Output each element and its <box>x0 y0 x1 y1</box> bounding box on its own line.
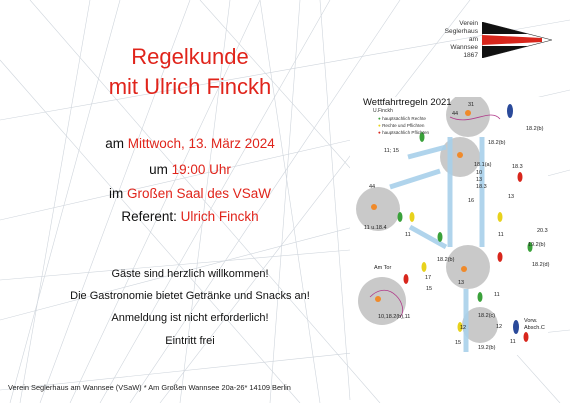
footer-address: Verein Seglerhaus am Wannsee (VSaW) * Am Großen Wannsee 20a-26* 14109 Berlin <box>8 383 291 392</box>
diagram-label: 19.2(b) <box>528 242 546 248</box>
date-value: Mittwoch, 13. März 2024 <box>127 136 275 151</box>
diagram-label: 31 <box>468 102 475 108</box>
diagram-label: 12 <box>460 325 467 331</box>
diagram-label: 44 <box>369 184 376 190</box>
diagram-label: 11 <box>510 339 516 345</box>
note-gastro: Die Gastronomie bietet Getränke und Snacks an! <box>70 290 310 302</box>
diagram-title: Wettfahrtregeln 2021 <box>363 97 452 108</box>
place-value: Großen Saal des VSaW <box>126 186 272 201</box>
event-date: am Mittwoch, 13. März 2024 <box>105 136 275 151</box>
event-speaker: Referent: Ulrich Finckh <box>121 209 259 224</box>
title-line1: Regelkunde <box>131 44 249 69</box>
event-place: im Großen Saal des VSaW <box>108 186 272 201</box>
diagram-label: 11 <box>498 232 504 238</box>
diagram-label: 17 <box>425 275 432 281</box>
diagram-label: 18.1(a) <box>474 162 492 168</box>
poster-title <box>60 42 320 102</box>
diagram-label: 12 <box>496 324 503 330</box>
diagram-label: 13 <box>458 280 465 286</box>
diagram-label: 44 <box>452 111 459 117</box>
diagram-label: 18.2(b) <box>526 126 544 132</box>
legend-item: ● Rechte und Pflichten <box>378 123 425 128</box>
diagram-label: 11 <box>405 232 411 238</box>
event-time: um 19:00 Uhr <box>149 162 231 177</box>
diagram-label: 18.2(c) <box>478 313 496 319</box>
diagram-label: 18.2(b) <box>488 140 506 146</box>
diagram-label: 15 <box>455 340 462 346</box>
diagram-label: 11 u.18.4 <box>364 225 387 231</box>
speaker-value: Ulrich Finckh <box>180 209 259 224</box>
club-name: Verein Seglerhaus am Wannsee 1867 <box>444 20 478 59</box>
diagram-label: 13 <box>476 177 483 183</box>
diagram-label: 18.2(b) <box>437 257 455 263</box>
diagram-label: 10 <box>476 170 483 176</box>
club-burgee-icon <box>482 22 552 58</box>
diagram-label: Am Tor <box>374 265 392 271</box>
time-value: 19:00 Uhr <box>171 162 231 177</box>
diagram-label: 18.2(d) <box>532 262 550 268</box>
legend-item: ● hauptsächlich Rechte <box>378 116 426 121</box>
note-registration: Anmeldung ist nicht erforderlich! <box>111 312 269 324</box>
diagram-label: 20.3 <box>537 228 548 234</box>
diagram-author: U.Finckh <box>373 108 393 114</box>
diagram-label: 11 <box>494 292 500 298</box>
note-guests: Gäste sind herzlich willkommen! <box>111 268 269 280</box>
diagram-label: 15 <box>426 286 433 292</box>
diagram-label: 16 <box>468 198 475 204</box>
diagram-label: 19.2(b) <box>478 345 496 351</box>
legend-item: ● hauptsächlich Pflichten <box>378 130 430 135</box>
diagram-label: Vorw. <box>524 318 538 324</box>
diagram-label: Absch.C <box>524 325 545 331</box>
diagram-label: 18.3 <box>512 164 523 170</box>
diagram-label: 13 <box>508 194 515 200</box>
title-line2: mit Ulrich Finckh <box>108 74 272 99</box>
note-entry: Eintritt frei <box>165 335 215 347</box>
diagram-label: 11; 15 <box>384 148 399 154</box>
diagram-label: 10,18.2(b),11 <box>378 314 411 320</box>
diagram-label: 18.3 <box>476 184 487 190</box>
